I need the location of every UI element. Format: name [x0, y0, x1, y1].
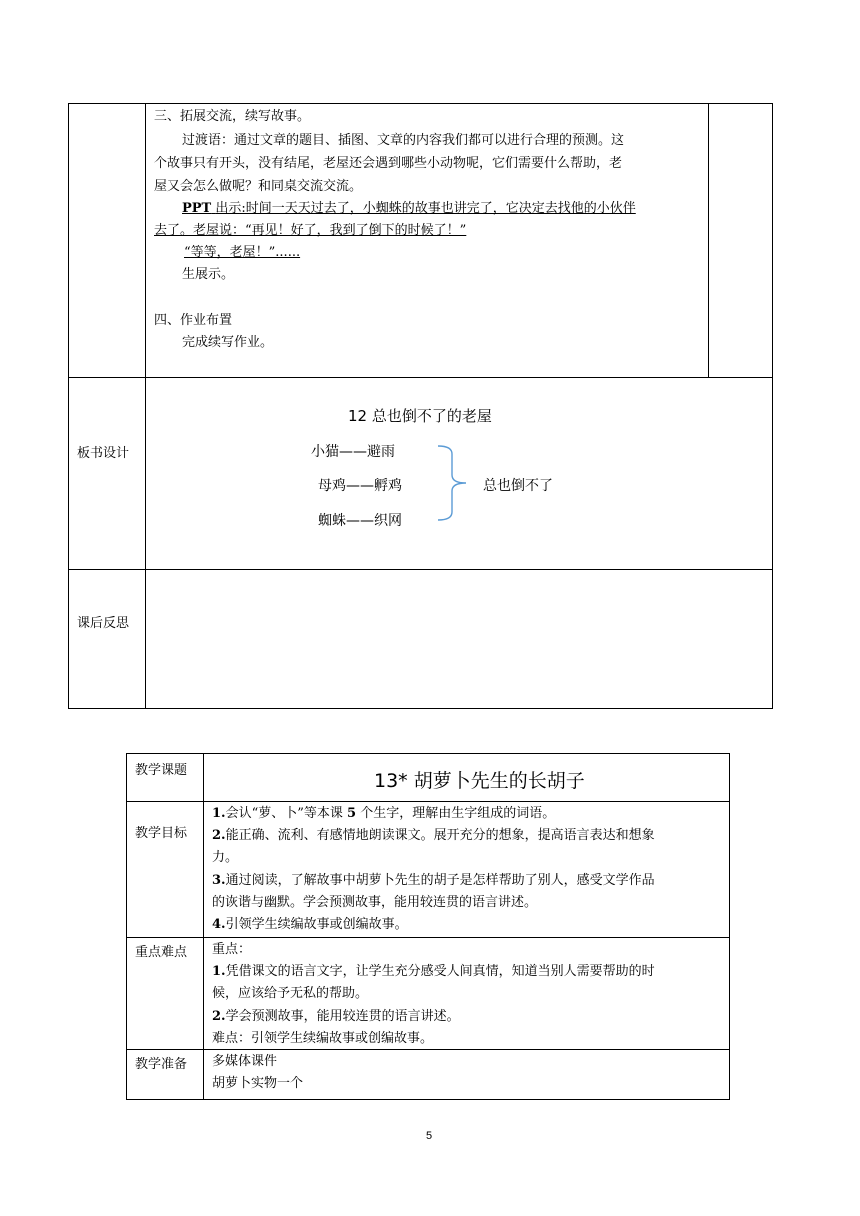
page-number: 5: [426, 1130, 433, 1142]
key-points-label: 重点难点: [135, 945, 188, 960]
column-divider: [203, 754, 204, 1099]
ppt-text-1: 出示:时间一天天过去了，小蜘蛛的故事也讲完了，它决定去找他的小伙伴: [215, 201, 636, 216]
ppt-line-1: [182, 198, 636, 219]
row-divider: [127, 801, 729, 802]
row-divider: [69, 569, 772, 570]
student-show: 生展示。: [182, 267, 235, 282]
prep-item-1: 多媒体课件: [212, 1054, 278, 1069]
objective-4: 4.引领学生续编故事或创编故事。: [212, 917, 408, 932]
column-divider: [145, 104, 146, 708]
topic-label: 教学课题: [135, 763, 188, 778]
objective-2-line-1: 2.能正确、流利、有感情地朗读课文。展开充分的想象，提高语言表达和想象: [212, 828, 655, 843]
board-item-spider: 蜘蛛——织网: [318, 513, 402, 529]
objectives-label: 教学目标: [135, 826, 188, 841]
row-divider: [69, 377, 772, 378]
curly-brace-icon: [436, 444, 470, 522]
transition-line-2: 个故事只有开头，没有结尾，老屋还会遇到哪些小动物呢，它们需要什么帮助，老: [154, 156, 623, 171]
board-item-hen: 母鸡——孵鸡: [318, 478, 402, 494]
board-title: 12 总也倒不了的老屋: [348, 407, 492, 425]
key-point-1-line-1: 1.凭借课文的语言文字，让学生充分感受人间真情，知道当别人需要帮助的时: [212, 964, 655, 979]
difficulty: 难点：引领学生续编故事或创编故事。: [212, 1031, 434, 1046]
objective-3-line-1: 3.通过阅读，了解故事中胡萝卜先生的胡子是怎样帮助了别人，感受文学作品: [212, 873, 655, 888]
homework-text: 完成续写作业。: [182, 335, 274, 350]
reflection-label: 课后反思: [77, 616, 130, 631]
preparation-label: 教学准备: [135, 1057, 188, 1072]
row-divider: [127, 1049, 729, 1050]
objective-1: 1.会认“萝、卜”等本课 5 个生字，理解由生字组成的词语。: [212, 806, 556, 821]
transition-line-1: 过渡语：通过文章的题目、插图、文章的内容我们都可以进行合理的预测。这: [182, 133, 625, 148]
row-divider: [127, 937, 729, 938]
transition-line-3: 屋又会怎么做呢？和同桌交流交流。: [154, 179, 363, 194]
prep-item-2: 胡萝卜实物一个: [212, 1076, 304, 1091]
column-divider-right: [708, 104, 709, 377]
ppt-line-3: “等等，老屋！”......: [184, 245, 301, 260]
ppt-label: PPT: [182, 201, 212, 216]
key-point-1-line-2: 候，应该给予无私的帮助。: [212, 986, 369, 1001]
objective-2-line-2: 力。: [212, 850, 239, 865]
board-design-label: 板书设计: [77, 446, 130, 461]
board-item-cat: 小猫——避雨: [311, 444, 395, 460]
ppt-line-2: 去了。老屋说：“再见！好了，我到了倒下的时候了！”: [154, 223, 467, 238]
objective-3-line-2: 的诙谐与幽默。学会预测故事，能用较连贯的语言讲述。: [212, 895, 538, 910]
board-summary: 总也倒不了: [483, 478, 553, 494]
key-point-2: 2.学会预测故事，能用较连贯的语言讲述。: [212, 1009, 460, 1024]
section-4-heading: 四、作业布置: [154, 313, 233, 328]
lesson-title: 13* 胡萝卜先生的长胡子: [374, 770, 585, 792]
section-3-heading: 三、拓展交流，续写故事。: [154, 109, 311, 124]
key-heading: 重点：: [212, 942, 252, 957]
